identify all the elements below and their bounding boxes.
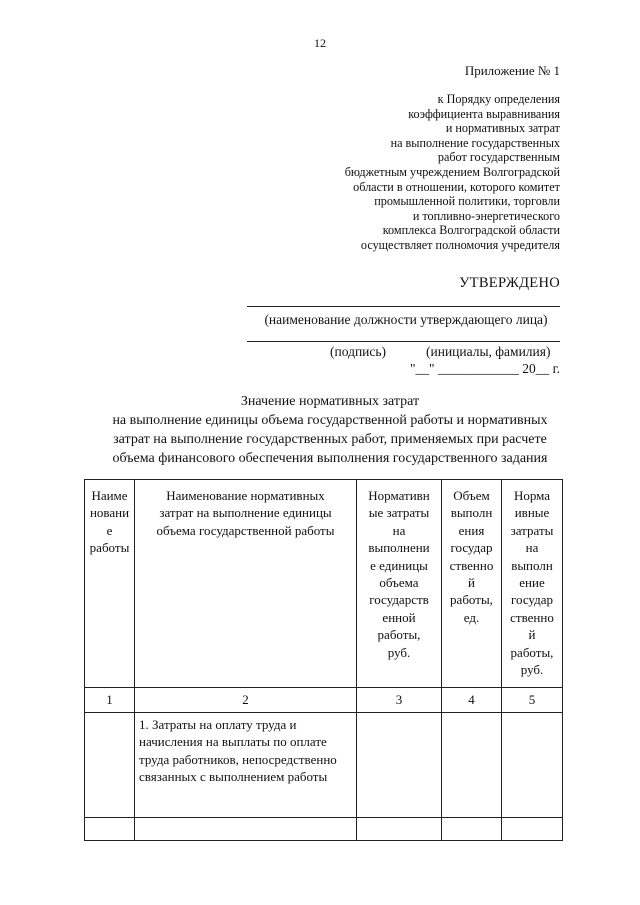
appendix-title: Приложение № 1 xyxy=(464,63,560,78)
column-number: 2 xyxy=(135,688,357,713)
regulation-line: промышленной политики, торговли xyxy=(374,194,560,209)
column-number: 1 xyxy=(85,688,135,713)
header-cost-name: Наименование нормативных затрат на выполнение единицы объема государственной работы xyxy=(135,480,357,688)
document-title xyxy=(60,392,600,468)
regulation-line: бюджетным учреждением Волгоградской xyxy=(344,164,560,179)
regulation-line: на выполнение государственных xyxy=(390,135,560,150)
title-line: Значение нормативных затрат xyxy=(240,394,420,409)
norms-table xyxy=(84,479,563,841)
table-cell xyxy=(442,818,502,841)
header-work-volume: Объем выполн ения государ ственно й работы, ед. xyxy=(442,480,502,688)
table-cell xyxy=(135,818,357,841)
regulation-line: работ государственным xyxy=(437,150,560,165)
header-unit-norm-costs: Нормативн ые затраты на выполнени е единицы объема государств енной работы, руб. xyxy=(357,480,442,688)
table-cell xyxy=(357,818,442,841)
table-cell xyxy=(357,713,442,818)
header-total-norm-costs: Норма ивные затраты на выполн ение государ ственно й работы, руб. xyxy=(502,480,563,688)
appendix-regulation-reference xyxy=(230,92,560,253)
title-line: затрат на выполнение государственных работ, применяемых при расчете xyxy=(113,432,547,447)
header-work-name: Наиме новани е работы xyxy=(85,480,135,688)
table-header-row xyxy=(85,480,563,688)
signature-caption: (подпись) xyxy=(330,344,387,359)
title-line: объема финансового обеспечения выполнения государственного задания xyxy=(112,451,548,466)
initials-caption: (инициалы, фамилия) xyxy=(426,344,551,359)
regulation-line: коэффициента выравнивания xyxy=(408,106,560,121)
table-cell: 1. Затраты на оплату труда и начисления на выплаты по оплате труда работников, непосредственно связанных с выполнением работы xyxy=(135,713,357,818)
column-number: 4 xyxy=(442,688,502,713)
table-cell xyxy=(502,713,563,818)
regulation-line: к Порядку определения xyxy=(437,92,560,106)
approval-date-line: "__" ____________ 20__ г. xyxy=(409,361,560,376)
position-line xyxy=(247,306,560,307)
page-number: 12 xyxy=(314,36,326,50)
regulation-line: и нормативных затрат xyxy=(445,121,560,136)
table-cell xyxy=(442,713,502,818)
column-number: 3 xyxy=(357,688,442,713)
table-column-numbers-row xyxy=(85,688,563,713)
table-cell xyxy=(502,818,563,841)
regulation-line: осуществляет полномочия учредителя xyxy=(360,237,560,252)
table-cell xyxy=(85,818,135,841)
regulation-line: области в отношении, которого комитет xyxy=(353,179,560,194)
table-row xyxy=(85,713,563,818)
position-caption: (наименование должности утверждающего лица) xyxy=(264,312,548,327)
title-line: на выполнение единицы объема государственной работы и нормативных xyxy=(112,413,548,428)
regulation-line: и топливно-энергетического xyxy=(412,208,560,223)
regulation-line: комплекса Волгоградской области xyxy=(382,223,560,238)
table-row xyxy=(85,818,563,841)
column-number: 5 xyxy=(502,688,563,713)
signature-line xyxy=(247,341,560,342)
table-cell xyxy=(85,713,135,818)
approval-title: УТВЕРЖДЕНО xyxy=(459,275,560,291)
